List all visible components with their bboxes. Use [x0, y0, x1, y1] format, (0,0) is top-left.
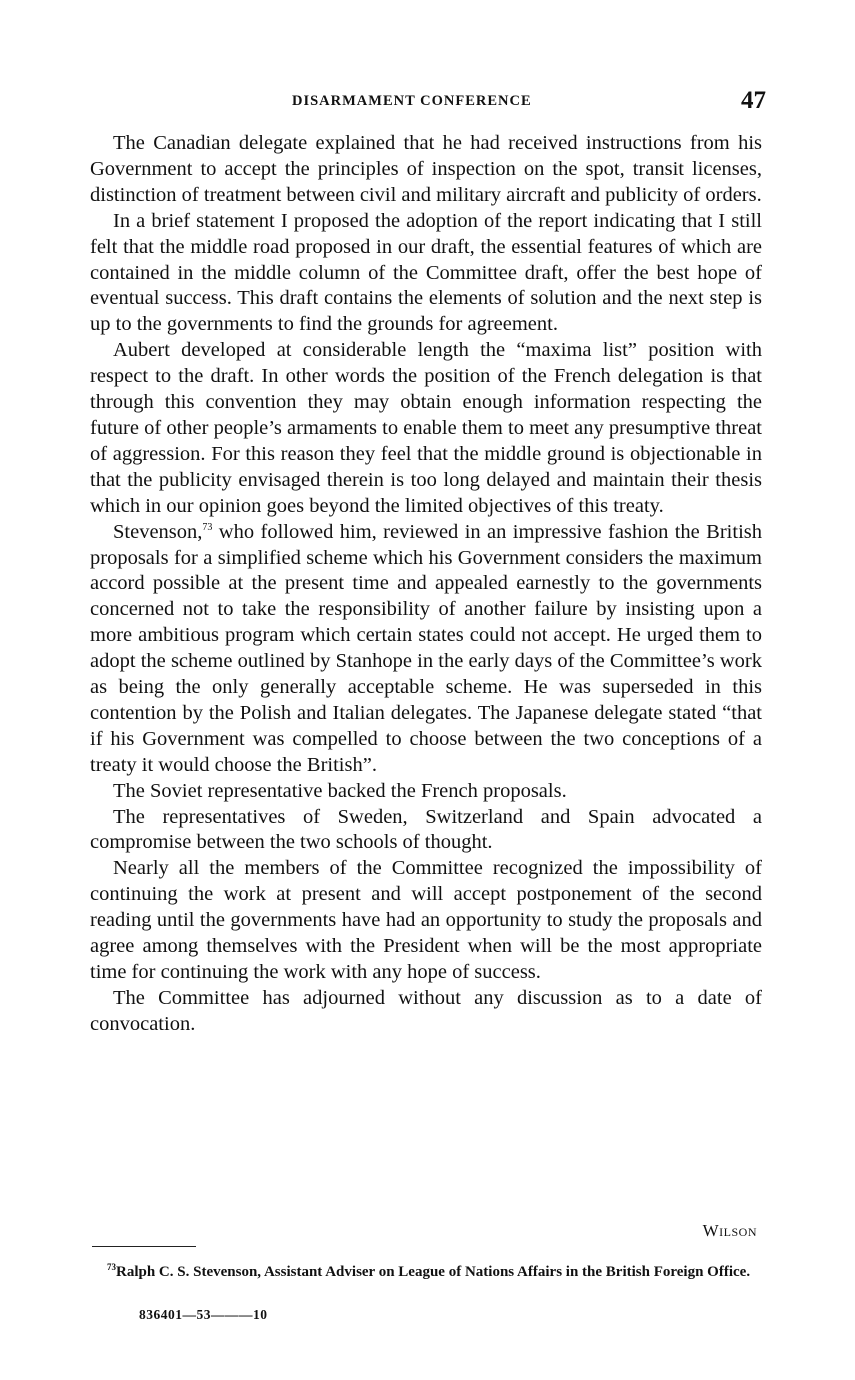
footnote — [90, 1264, 762, 1281]
running-title: DISARMAMENT CONFERENCE — [292, 93, 532, 109]
stevenson-name: Stevenson, — [113, 520, 203, 543]
footnote-divider — [92, 1246, 196, 1247]
paragraph-canadian-delegate: The Canadian delegate explained that he had received instructions from his Government to accept the principles of inspection on the spot, transit licenses, distinction of treatment between civil and military aircraft and publicity of orders. — [90, 132, 762, 206]
paragraph-brief-statement: In a brief statement I proposed the adoption of the report indicating that I still felt that the middle road proposed in our draft, the essential features of which are contained in the middle column of the Committee draft, offer the best hope of eventual success. This draft contains the elements of solution and the next step is up to the governments to find the grounds for agreement. — [90, 209, 762, 336]
paragraph-soviet: The Soviet representative backed the French proposals. — [113, 779, 567, 802]
page-number: 47 — [741, 87, 766, 114]
paragraph-stevenson — [90, 520, 762, 779]
page-header — [90, 88, 766, 118]
signature: Wilson — [702, 1221, 757, 1240]
paragraph-aubert: Aubert developed at considerable length the “maxima list” position with respect to the draft. In other words the position of the French delegation is that through this convention they may obtain enough information respecting the future of other people’s armaments to enable them to meet any presumptive threat of aggression. For this reason they feel that the middle ground is objectionable in that the publicity envisaged therein is too long delayed and maintain their thesis which in our opinion goes beyond the limited objectives of this treaty. — [90, 339, 762, 517]
footnote-reference: 73 — [202, 521, 213, 533]
body-text — [90, 131, 762, 1038]
print-code: 836401—53———10 — [139, 1307, 268, 1322]
paragraph-postponement: Nearly all the members of the Committee recognized the impossibility of continuing the work at present and will accept postponement of the second reading until the governments have had an opportunity to study the proposals and agree among themselves with the President when will be the most appropriate time for continuing the work with any hope of success. — [90, 857, 762, 983]
footnote-text: Ralph C. S. Stevenson, Assistant Adviser on League of Nations Affairs in the British Foreign Office. — [116, 1264, 751, 1280]
paragraph-sweden-switzerland-spain: The representatives of Sweden, Switzerland and Spain advocated a compromise between the two schools of thought. — [90, 805, 762, 854]
stevenson-text: who followed him, reviewed in an impressive fashion the British proposals for a simplified scheme which his Government considers the maximum accord possible at the present time and appealed earnestly to the governments concerned not to take the responsibility of another failure by insisting upon a more ambitious program which certain states could not accept. He urged them to adopt the scheme outlined by Stanhope in the early days of the Committee’s work as being the only generally acceptable scheme. He was superseded in this contention by the Polish and Italian delegates. The Japanese delegate stated “that if his Government was compelled to choose between the two conceptions of a treaty it would choose the British”. — [90, 520, 762, 776]
footnote-mark: 73 — [107, 1262, 116, 1272]
paragraph-adjourned: The Committee has adjourned without any discussion as to a date of convocation. — [90, 986, 762, 1035]
